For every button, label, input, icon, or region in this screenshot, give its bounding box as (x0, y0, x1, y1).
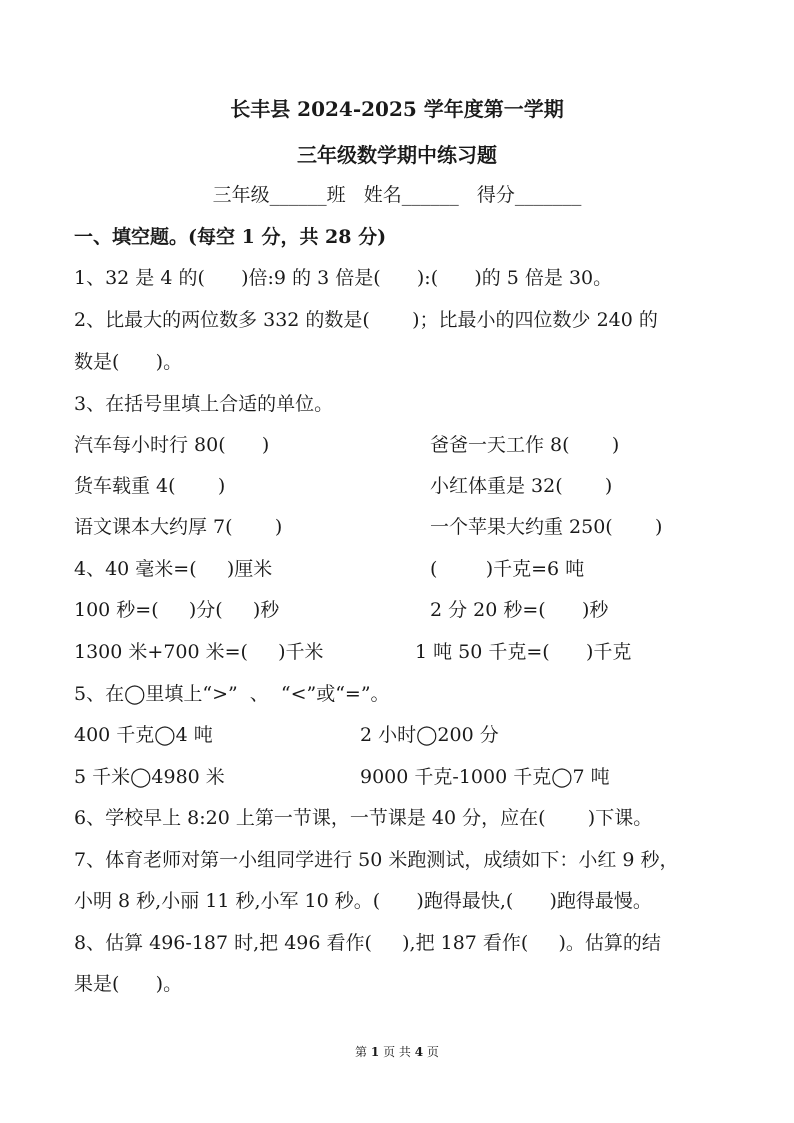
question-8-line1: 8、估算 496-187 时,把 496 看作( ),把 187 看作( )。估算的结 (74, 932, 661, 954)
q5-row1-left: 400 千克◯4 吨 (74, 724, 213, 746)
footer-page-number: 1 (370, 1045, 380, 1059)
exam-title-line2: 三年级数学期中练习题 (297, 143, 497, 167)
question-1: 1、32 是 4 的( )倍:9 的 3 倍是( ):( )的 5 倍是 30。 (74, 267, 613, 289)
q4-row2-left: 100 秒=( )分( )秒 (74, 599, 280, 621)
q3-row3-right: 一个苹果大约重 250( ) (430, 516, 663, 538)
q3-row2-right: 小红体重是 32( ) (430, 475, 613, 497)
q4-row2-right: 2 分 20 秒=( )秒 (430, 599, 609, 621)
q4-row3-right: 1 吨 50 千克=( )千克 (415, 641, 632, 663)
footer-mid: 页 共 (383, 1045, 411, 1059)
q4-row1-left: 4、40 毫米=( )厘米 (74, 558, 273, 580)
question-6: 6、学校早上 8:20 上第一节课，一节课是 40 分，应在( )下课。 (74, 807, 653, 829)
q4-row1-right: ( )千克=6 吨 (430, 558, 585, 580)
page-footer (0, 1043, 794, 1060)
footer-total-pages: 4 (414, 1045, 424, 1059)
q3-row3-left: 语文课本大约厚 7( ) (74, 516, 283, 538)
q5-row2-left: 5 千米◯4980 米 (74, 766, 225, 788)
question-2-line1: 2、比最大的两位数多 332 的数是( )；比最小的四位数少 240 的 (74, 309, 658, 331)
q5-row1-right: 2 小时◯200 分 (360, 724, 499, 746)
question-8-line2: 果是( )。 (74, 973, 183, 995)
question-7-line1: 7、体育老师对第一小组同学进行 50 米跑测试，成绩如下：小红 9 秒， (74, 849, 679, 871)
exam-title-line1: 长丰县 2024-2025 学年度第一学期 (230, 97, 564, 121)
question-5: 5、在◯里填上“>” 、 “<”或“=”。 (74, 683, 390, 705)
footer-prefix: 第 (355, 1045, 368, 1059)
q3-row2-left: 货车载重 4( ) (74, 475, 226, 497)
q3-row1-left: 汽车每小时行 80( ) (74, 434, 270, 456)
question-3: 3、在括号里填上合适的单位。 (74, 393, 334, 415)
question-2-line2: 数是( )。 (74, 351, 183, 373)
q4-row3-left: 1300 米+700 米=( )千米 (74, 641, 324, 663)
q3-row1-right: 爸爸一天工作 8( ) (430, 434, 620, 456)
q5-row2-right: 9000 千克-1000 千克◯7 吨 (360, 766, 610, 788)
student-info-line: 三年级______班 姓名______ 得分_______ (212, 184, 582, 206)
footer-suffix: 页 (426, 1045, 439, 1059)
question-7-line2: 小明 8 秒,小丽 11 秒,小军 10 秒。( )跑得最快,( )跑得最慢。 (74, 890, 652, 912)
section-heading: 一、填空题。(每空 1 分，共 28 分) (74, 226, 387, 248)
